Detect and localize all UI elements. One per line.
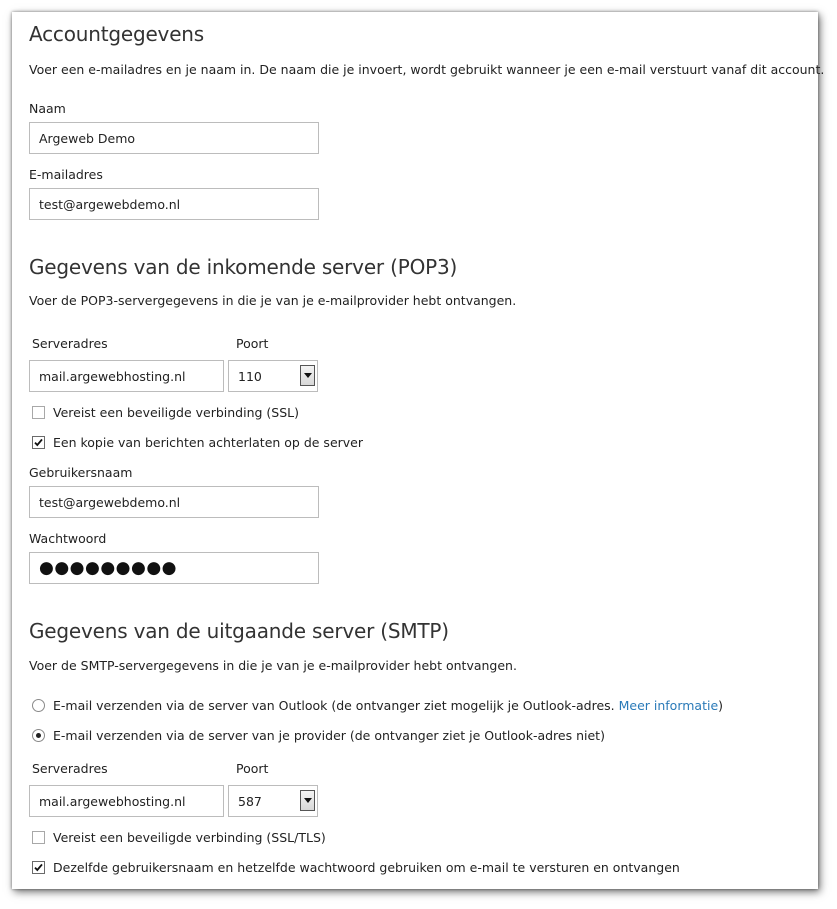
- outgoing-ssl-checkbox[interactable]: [32, 831, 45, 844]
- check-icon: [33, 437, 44, 448]
- chevron-down-icon[interactable]: [300, 790, 315, 811]
- outgoing-port-select[interactable]: [228, 785, 318, 817]
- more-info-link[interactable]: Meer informatie: [618, 698, 719, 713]
- email-field-value: test@argewebdemo.nl: [39, 196, 181, 212]
- check-icon: [33, 862, 44, 873]
- email-field[interactable]: [29, 188, 319, 220]
- send-via-provider-label: E-mail verzenden via de server van je provider (de ontvanger ziet je Outlook-adres niet): [53, 728, 605, 743]
- name-field[interactable]: [29, 122, 319, 154]
- incoming-ssl-label: Vereist een beveiligde verbinding (SSL): [53, 405, 300, 420]
- password-value: ●●●●●●●●●: [39, 558, 178, 578]
- account-settings-panel: [12, 12, 825, 889]
- incoming-section-description: Voer de POP3-servergegevens in die je van je e-mailprovider hebt ontvangen.: [29, 293, 517, 308]
- name-field-value: Argeweb Demo: [39, 130, 136, 146]
- username-label: Gebruikersnaam: [29, 465, 133, 480]
- send-via-outlook-text: E-mail verzenden via de server van Outlook (de ontvanger ziet mogelijk je Outlook-adres.: [53, 698, 615, 713]
- outgoing-section-title: Gegevens van de uitgaande server (SMTP): [29, 619, 449, 643]
- account-section-title: Accountgegevens: [29, 22, 204, 46]
- incoming-ssl-checkbox[interactable]: [32, 406, 45, 419]
- send-via-outlook-close: ): [718, 698, 724, 713]
- send-via-provider-radio[interactable]: [32, 729, 45, 742]
- username-field[interactable]: [29, 486, 319, 518]
- send-via-outlook-radio[interactable]: [32, 699, 45, 712]
- leave-copy-label: Een kopie van berichten achterlaten op de server: [53, 435, 363, 450]
- incoming-server-label: Serveradres: [32, 336, 108, 351]
- same-credentials-checkbox[interactable]: [32, 861, 45, 874]
- incoming-port-value: 110: [238, 368, 262, 384]
- send-via-outlook-label: [53, 698, 723, 713]
- password-label: Wachtwoord: [29, 531, 107, 546]
- incoming-port-label: Poort: [236, 336, 269, 351]
- outgoing-section-description: Voer de SMTP-servergegevens in die je van je e-mailprovider hebt ontvangen.: [29, 658, 517, 673]
- leave-copy-checkbox[interactable]: [32, 436, 45, 449]
- password-field[interactable]: [29, 552, 319, 584]
- outgoing-ssl-label: Vereist een beveiligde verbinding (SSL/TLS): [53, 830, 326, 845]
- outgoing-port-label: Poort: [236, 761, 269, 776]
- outgoing-server-value: mail.argewebhosting.nl: [39, 793, 186, 809]
- incoming-section-title: Gegevens van de inkomende server (POP3): [29, 255, 458, 279]
- account-section-description: Voer een e-mailadres en je naam in. De naam die je invoert, wordt gebruikt wanneer je een e-mail verstuurt vanaf dit account.: [29, 62, 825, 77]
- name-label: Naam: [29, 101, 66, 116]
- chevron-down-icon[interactable]: [300, 365, 315, 386]
- same-credentials-label: Dezelfde gebruikersnaam en hetzelfde wachtwoord gebruiken om e-mail te versturen en ontvangen: [53, 860, 680, 875]
- incoming-server-value: mail.argewebhosting.nl: [39, 368, 186, 384]
- outgoing-server-label: Serveradres: [32, 761, 108, 776]
- incoming-port-select[interactable]: [228, 360, 318, 392]
- username-value: test@argewebdemo.nl: [39, 494, 181, 510]
- email-label: E-mailadres: [29, 167, 103, 182]
- outgoing-port-value: 587: [238, 793, 262, 809]
- outgoing-server-field[interactable]: [29, 785, 224, 817]
- incoming-server-field[interactable]: [29, 360, 224, 392]
